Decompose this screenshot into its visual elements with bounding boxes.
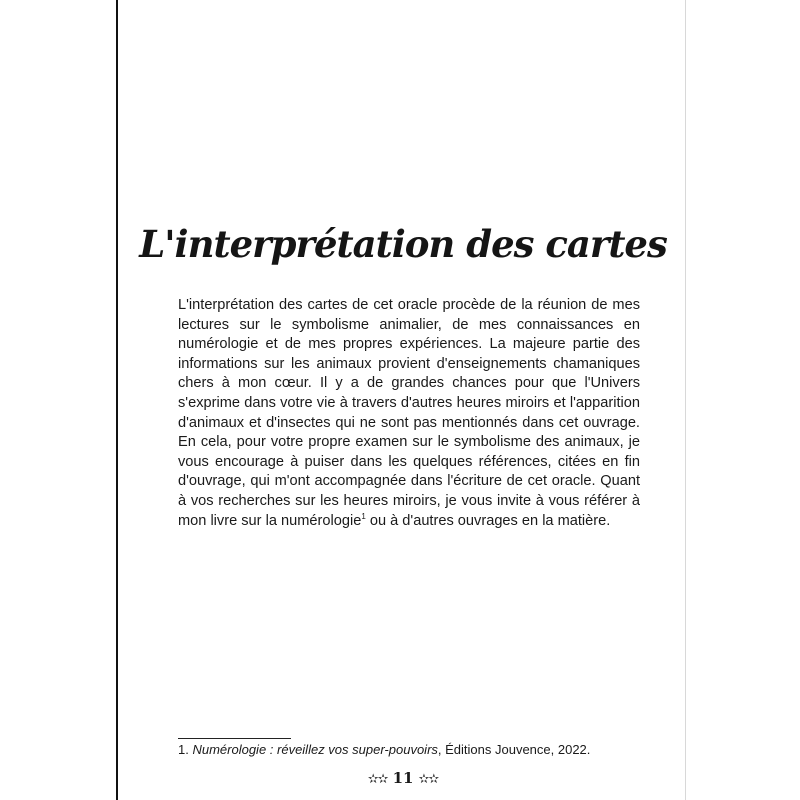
footnote-number: 1. bbox=[178, 742, 189, 757]
folio-right-star-ornament: ✫✫ bbox=[418, 772, 439, 787]
footnote-reference[interactable]: 1 bbox=[361, 511, 366, 521]
book-page bbox=[116, 0, 686, 800]
folio-left-star-ornament: ✫✫ bbox=[367, 772, 388, 787]
page-number: 11 bbox=[392, 769, 414, 787]
page-folio bbox=[118, 768, 688, 790]
footnote-book-title: Numérologie : réveillez vos super-pouvoirs bbox=[192, 742, 438, 757]
body-text-end: ou à d'autres ouvrages en la matière. bbox=[365, 512, 611, 529]
footnote bbox=[178, 741, 658, 759]
page-title: L'interprétation des cartes bbox=[139, 222, 667, 266]
body-text-main: L'interprétation des cartes de cet oracle procède de la réunion de mes lectures sur le symbolisme animalier, de mes connaissances en numérologie et de mes propres expériences. La majeure partie des informations sur les animaux provient d'enseignements chamaniques chers à mon cœur. Il y a de grandes chances pour que l'Univers s'exprime dans votre vie à travers d'autres heures miroirs et l'apparition d'animaux et d'insectes qui ne sont pas mentionnés dans cet ouvrage. En cela, pour votre propre examen sur le symbolisme des animaux, je vous encourage à puiser dans les quelques références, citées en fin d'ouvrage, qui m'ont accompagnée dans l'écriture de cet oracle. Quant à vos recherches sur les heures miroirs, je vous invite à vous référer à mon livre sur la numérologie bbox=[178, 297, 640, 529]
footnote-publisher: , Éditions Jouvence, 2022. bbox=[437, 742, 591, 757]
footnote-divider bbox=[178, 738, 291, 739]
body-paragraph bbox=[178, 296, 640, 531]
